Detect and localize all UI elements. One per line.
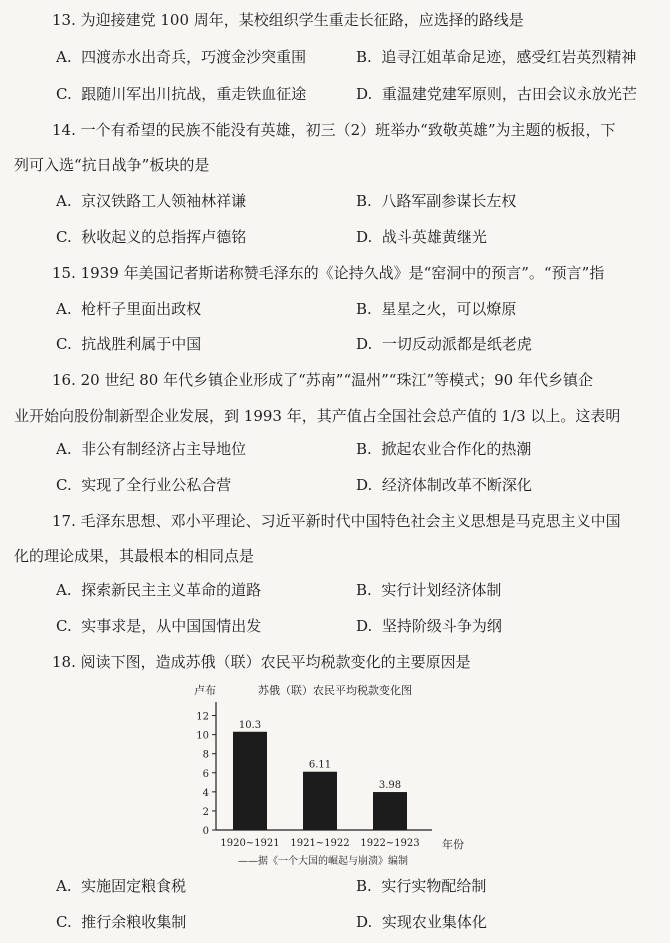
q14-option-d	[356, 227, 487, 247]
option-label: B.	[356, 877, 372, 895]
bar-value-label: 3.98	[378, 780, 402, 792]
q16-option-c	[56, 475, 231, 495]
question-14-stem-cont: 列可入选“抗日战争”板块的是	[14, 156, 210, 174]
option-label: A.	[56, 300, 72, 318]
option-label: C.	[56, 617, 72, 635]
option-text: 实施固定粮食税	[81, 877, 187, 895]
option-label: B.	[356, 300, 372, 318]
option-text: 抗战胜利属于中国	[81, 335, 202, 353]
option-text: 八路军副参谋长左权	[381, 192, 517, 210]
chart-ylabel: 卢布	[194, 684, 216, 697]
q15-option-c	[56, 334, 201, 354]
q13-option-d	[356, 84, 637, 104]
option-text: 四渡赤水出奇兵，巧渡金沙突重围	[81, 48, 307, 66]
question-17-stem: 17. 毛泽东思想、邓小平理论、习近平新时代中国特色社会主义思想是马克思主义中国	[52, 512, 621, 530]
option-label: D.	[356, 85, 373, 103]
option-text: 实现了全行业公私合营	[81, 476, 232, 494]
bar-chart-svg	[180, 678, 480, 878]
option-label: A.	[56, 581, 72, 599]
option-text: 星星之火，可以燎原	[381, 300, 517, 318]
bar	[233, 732, 267, 830]
option-text: 实事求是，从中国国情出发	[81, 617, 262, 635]
bar-value-label: 10.3	[238, 719, 262, 731]
option-label: B.	[356, 48, 372, 66]
y-tick-label: 4	[202, 787, 209, 799]
tax-change-chart	[180, 678, 480, 878]
q17-option-d	[356, 616, 502, 636]
q17-option-a	[56, 580, 261, 600]
option-text: 掀起农业合作化的热潮	[381, 440, 532, 458]
option-text: 实行计划经济体制	[381, 581, 502, 599]
option-label: C.	[56, 85, 72, 103]
option-label: A.	[56, 192, 72, 210]
question-16-stem-cont: 业开始向股份制新型企业发展，到 1993 年，其产值占全国社会总产值的 1/3 以上。这表明	[14, 407, 621, 425]
q13-option-a	[56, 47, 306, 67]
option-text: 探索新民主主义革命的道路	[81, 581, 262, 599]
category-label: 1921~1922	[290, 838, 350, 849]
q16-option-a	[56, 439, 246, 459]
chart-source: ——据《一个大国的崛起与崩溃》编制	[238, 856, 408, 867]
question-18-stem: 18. 阅读下图，造成苏俄（联）农民平均税款变化的主要原因是	[52, 653, 471, 671]
option-text: 一切反动派都是纸老虎	[381, 335, 532, 353]
option-text: 实现农业集体化	[381, 913, 487, 931]
question-16-stem: 16. 20 世纪 80 年代乡镇企业形成了“苏南”“温州”“珠江”等模式；90 年代乡镇企	[52, 371, 593, 389]
option-label: A.	[56, 877, 72, 895]
q18-option-c	[56, 912, 186, 932]
option-label: C.	[56, 335, 72, 353]
option-text: 经济体制改革不断深化	[381, 476, 532, 494]
q16-option-d	[356, 475, 532, 495]
y-tick-label: 2	[202, 806, 209, 818]
q15-option-b	[356, 299, 516, 319]
option-label: B.	[356, 192, 372, 210]
option-text: 重温建党建军原则，古田会议永放光芒	[381, 85, 637, 103]
option-label: C.	[56, 476, 72, 494]
y-tick-label: 0	[202, 826, 209, 837]
question-14-stem: 14. 一个有希望的民族不能没有英雄，初三（2）班举办“致敬英雄”为主题的板报，下	[52, 121, 616, 139]
option-label: A.	[56, 48, 72, 66]
y-tick-label: 6	[202, 768, 209, 780]
q18-option-d	[356, 912, 487, 932]
option-text: 秋收起义的总指挥卢德铭	[81, 228, 247, 246]
q13-option-b	[356, 47, 636, 67]
option-text: 非公有制经济占主导地位	[81, 440, 247, 458]
option-label: B.	[356, 440, 372, 458]
option-text: 推行余粮收集制	[81, 913, 187, 931]
q14-option-b	[356, 191, 516, 211]
option-text: 跟随川军出川抗战，重走铁血征途	[81, 85, 307, 103]
option-label: D.	[356, 335, 373, 353]
option-text: 坚持阶级斗争为纲	[381, 617, 502, 635]
question-15-stem: 15. 1939 年美国记者斯诺称赞毛泽东的《论持久战》是“窑洞中的预言”。“预言”指	[52, 264, 605, 282]
option-label: C.	[56, 913, 72, 931]
option-text: 实行实物配给制	[381, 877, 487, 895]
bar	[303, 772, 337, 830]
y-tick-label: 10	[196, 730, 209, 742]
question-17-stem-cont: 化的理论成果，其最根本的相同点是	[14, 547, 255, 565]
category-label: 1922~1923	[360, 838, 420, 849]
option-text: 枪杆子里面出政权	[81, 300, 202, 318]
option-label: D.	[356, 617, 373, 635]
q18-option-a	[56, 876, 186, 896]
chart-title: 苏俄（联）农民平均税款变化图	[258, 684, 412, 697]
q15-option-a	[56, 299, 201, 319]
question-13-stem: 13. 为迎接建党 100 周年，某校组织学生重走长征路，应选择的路线是	[52, 11, 524, 29]
q14-option-a	[56, 191, 246, 211]
q13-option-c	[56, 84, 306, 104]
option-label: A.	[56, 440, 72, 458]
option-label: B.	[356, 581, 372, 599]
option-label: D.	[356, 913, 373, 931]
option-text: 战斗英雄黄继光	[381, 228, 487, 246]
q15-option-d	[356, 334, 532, 354]
y-tick-label: 8	[202, 749, 209, 761]
y-tick-label: 12	[196, 711, 209, 723]
bar-value-label: 6.11	[308, 759, 332, 771]
q17-option-b	[356, 580, 501, 600]
option-label: D.	[356, 476, 373, 494]
option-label: C.	[56, 228, 72, 246]
q16-option-b	[356, 439, 531, 459]
bar	[373, 792, 407, 830]
q17-option-c	[56, 616, 261, 636]
option-text: 追寻江姐革命足迹，感受红岩英烈精神	[381, 48, 637, 66]
category-label: 1920~1921	[220, 838, 280, 849]
q18-option-b	[356, 876, 486, 896]
option-text: 京汉铁路工人领袖林祥谦	[81, 192, 247, 210]
option-label: D.	[356, 228, 373, 246]
q14-option-c	[56, 227, 246, 247]
chart-xlabel: 年份	[442, 838, 464, 851]
